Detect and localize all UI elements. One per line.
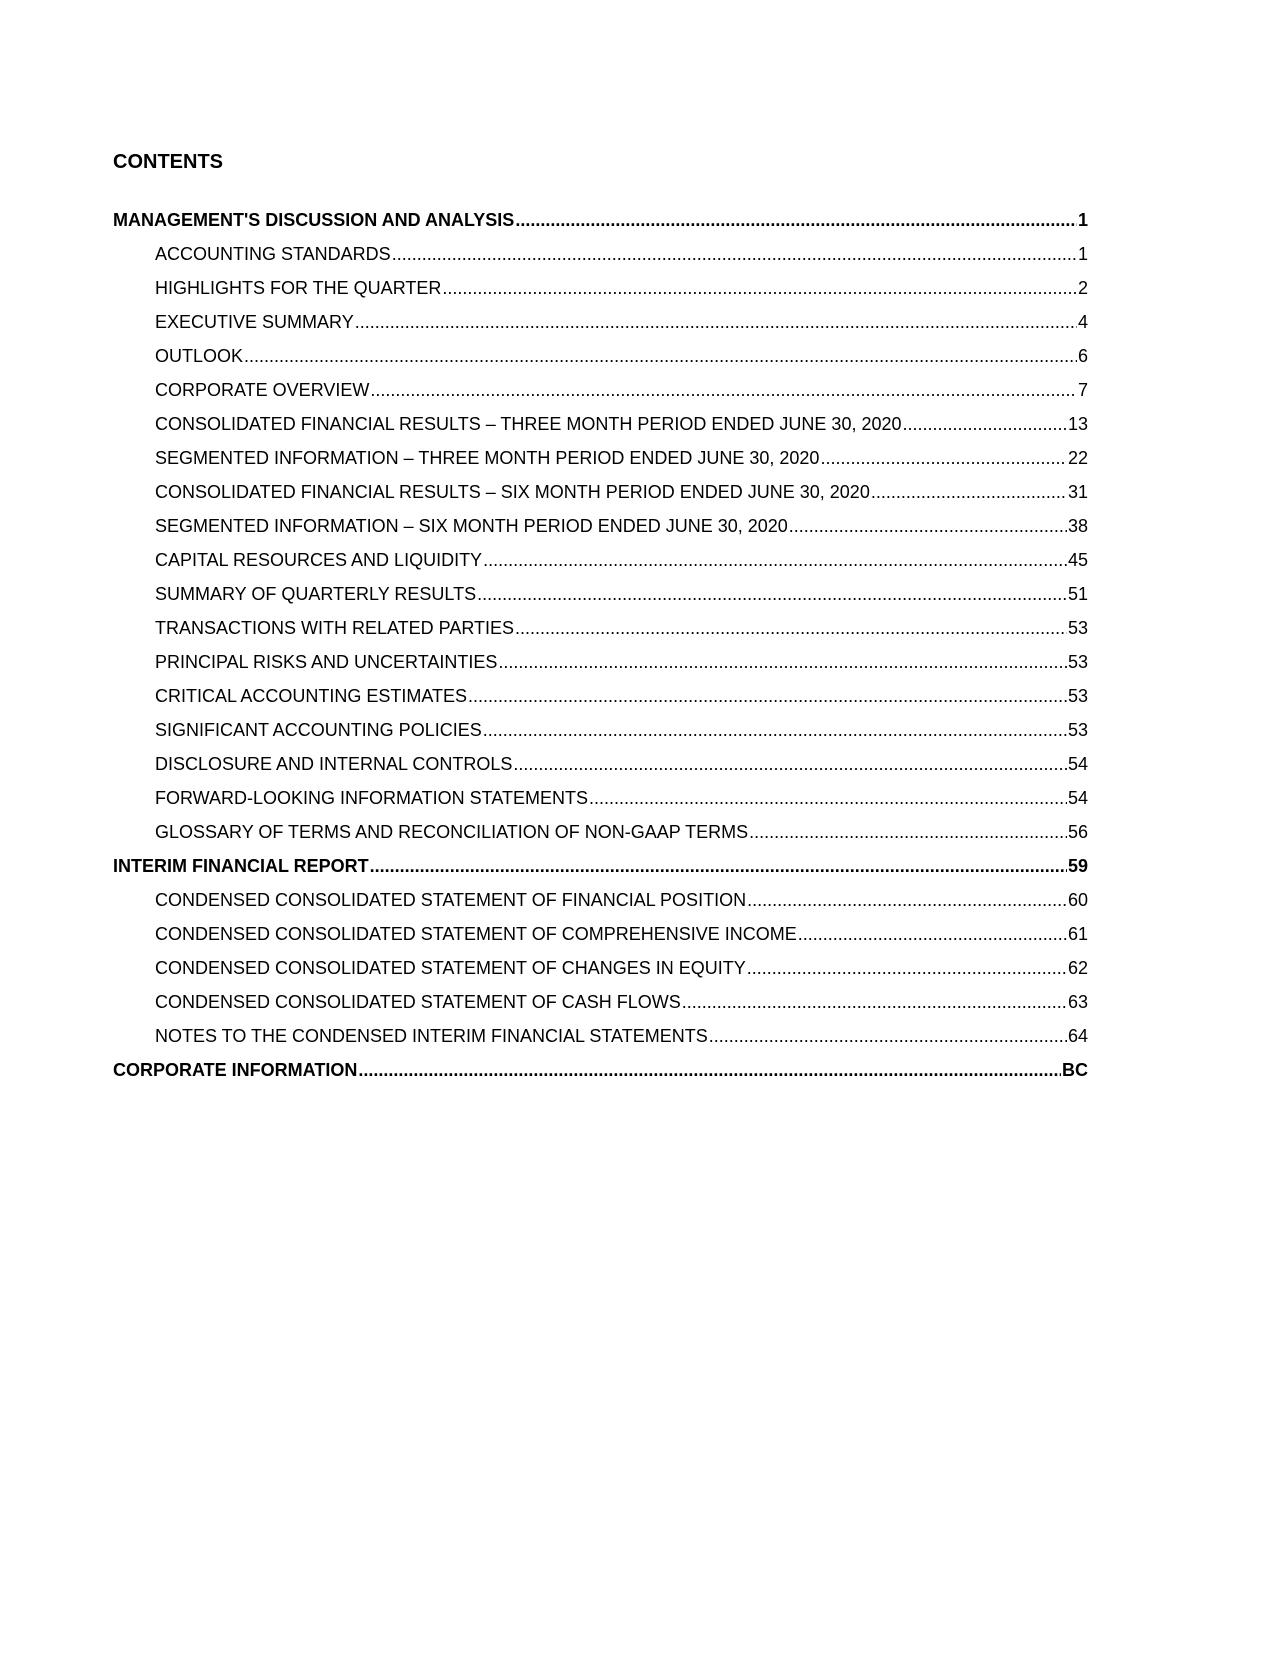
dot-leader [820, 446, 1067, 470]
dot-leader [513, 752, 1067, 776]
toc-subsection-entry[interactable] [113, 1024, 1088, 1058]
toc-entry-label: CAPITAL RESOURCES AND LIQUIDITY [155, 550, 483, 570]
toc-entry-page-number: 61 [1067, 924, 1088, 944]
toc-subsection-entry[interactable] [113, 378, 1088, 412]
dot-leader [370, 378, 1077, 402]
dot-leader [749, 820, 1067, 844]
toc-entry-label: MANAGEMENT'S DISCUSSION AND ANALYSIS [113, 210, 515, 230]
dot-leader [747, 956, 1067, 980]
toc-subsection-entry[interactable] [113, 888, 1088, 922]
toc-entry-label: CRITICAL ACCOUNTING ESTIMATES [155, 686, 468, 706]
dot-leader [798, 922, 1067, 946]
dot-leader [355, 310, 1077, 334]
toc-subsection-entry[interactable] [113, 310, 1088, 344]
toc-subsection-entry[interactable] [113, 786, 1088, 820]
toc-subsection-entry[interactable] [113, 446, 1088, 480]
dot-leader [789, 514, 1067, 538]
toc-entry-page-number: 59 [1067, 856, 1088, 876]
toc-entry-page-number: 45 [1067, 550, 1088, 570]
toc-entry-label: FORWARD-LOOKING INFORMATION STATEMENTS [155, 788, 589, 808]
toc-entry-label: CONSOLIDATED FINANCIAL RESULTS – SIX MONTH PERIOD ENDED JUNE 30, 2020 [155, 482, 870, 502]
toc-entry-page-number: 38 [1067, 516, 1088, 536]
toc-entry-label: CONDENSED CONSOLIDATED STATEMENT OF COMPREHENSIVE INCOME [155, 924, 797, 944]
dot-leader [498, 650, 1067, 674]
toc-section-entry[interactable] [113, 1058, 1088, 1092]
toc-entry-page-number: 54 [1067, 788, 1088, 808]
toc-entry-page-number: 64 [1067, 1026, 1088, 1046]
toc-entry-label: GLOSSARY OF TERMS AND RECONCILIATION OF NON-GAAP TERMS [155, 822, 749, 842]
dot-leader [244, 344, 1077, 368]
toc-entry-page-number: 56 [1067, 822, 1088, 842]
dot-leader [442, 276, 1077, 300]
toc-entry-page-number: 22 [1067, 448, 1088, 468]
toc-entry-page-number: 62 [1067, 958, 1088, 978]
toc-entry-label: CORPORATE INFORMATION [113, 1060, 358, 1080]
toc-entry-page-number: 53 [1067, 618, 1088, 638]
toc-section-entry[interactable] [113, 854, 1088, 888]
dot-leader [483, 548, 1067, 572]
dot-leader [483, 718, 1067, 742]
toc-entry-page-number: 2 [1077, 278, 1088, 298]
dot-leader [682, 990, 1067, 1014]
toc-subsection-entry[interactable] [113, 752, 1088, 786]
toc-entry-label: PRINCIPAL RISKS AND UNCERTAINTIES [155, 652, 498, 672]
toc-entry-page-number: 60 [1067, 890, 1088, 910]
toc-subsection-entry[interactable] [113, 616, 1088, 650]
toc-entry-page-number: 63 [1067, 992, 1088, 1012]
dot-leader [515, 616, 1067, 640]
toc-entry-label: SUMMARY OF QUARTERLY RESULTS [155, 584, 477, 604]
dot-leader [358, 1058, 1061, 1082]
toc-entry-label: ACCOUNTING STANDARDS [155, 244, 391, 264]
toc-subsection-entry[interactable] [113, 922, 1088, 956]
toc-subsection-entry[interactable] [113, 956, 1088, 990]
toc-subsection-entry[interactable] [113, 684, 1088, 718]
toc-subsection-entry[interactable] [113, 480, 1088, 514]
dot-leader [747, 888, 1067, 912]
table-of-contents [113, 208, 1088, 1092]
contents-title: CONTENTS [113, 151, 223, 173]
toc-entry-page-number: 51 [1067, 584, 1088, 604]
toc-subsection-entry[interactable] [113, 820, 1088, 854]
dot-leader [709, 1024, 1067, 1048]
toc-entry-label: HIGHLIGHTS FOR THE QUARTER [155, 278, 442, 298]
toc-entry-label: TRANSACTIONS WITH RELATED PARTIES [155, 618, 515, 638]
toc-subsection-entry[interactable] [113, 582, 1088, 616]
dot-leader [589, 786, 1067, 810]
toc-entry-page-number: 1 [1077, 210, 1088, 230]
toc-entry-page-number: BC [1062, 1060, 1088, 1080]
toc-entry-label: OUTLOOK [155, 346, 244, 366]
toc-subsection-entry[interactable] [113, 344, 1088, 378]
dot-leader [515, 208, 1077, 232]
toc-subsection-entry[interactable] [113, 718, 1088, 752]
toc-entry-label: SEGMENTED INFORMATION – THREE MONTH PERIOD ENDED JUNE 30, 2020 [155, 448, 820, 468]
toc-subsection-entry[interactable] [113, 276, 1088, 310]
dot-leader [477, 582, 1067, 606]
toc-entry-page-number: 7 [1077, 380, 1088, 400]
toc-entry-label: CONDENSED CONSOLIDATED STATEMENT OF CASH FLOWS [155, 992, 681, 1012]
toc-subsection-entry[interactable] [113, 990, 1088, 1024]
toc-entry-page-number: 53 [1067, 686, 1088, 706]
toc-entry-page-number: 54 [1067, 754, 1088, 774]
toc-entry-page-number: 6 [1077, 346, 1088, 366]
toc-entry-label: INTERIM FINANCIAL REPORT [113, 856, 369, 876]
toc-entry-page-number: 53 [1067, 652, 1088, 672]
dot-leader [871, 480, 1067, 504]
toc-entry-page-number: 53 [1067, 720, 1088, 740]
toc-entry-page-number: 31 [1067, 482, 1088, 502]
toc-subsection-entry[interactable] [113, 548, 1088, 582]
dot-leader [370, 854, 1067, 878]
toc-subsection-entry[interactable] [113, 650, 1088, 684]
dot-leader [468, 684, 1067, 708]
toc-entry-page-number: 1 [1077, 244, 1088, 264]
toc-subsection-entry[interactable] [113, 412, 1088, 446]
toc-entry-label: CONDENSED CONSOLIDATED STATEMENT OF CHANGES IN EQUITY [155, 958, 746, 978]
toc-subsection-entry[interactable] [113, 242, 1088, 276]
toc-subsection-entry[interactable] [113, 514, 1088, 548]
toc-entry-label: SEGMENTED INFORMATION – SIX MONTH PERIOD ENDED JUNE 30, 2020 [155, 516, 788, 536]
dot-leader [392, 242, 1077, 266]
toc-entry-label: NOTES TO THE CONDENSED INTERIM FINANCIAL STATEMENTS [155, 1026, 708, 1046]
toc-entry-label: DISCLOSURE AND INTERNAL CONTROLS [155, 754, 513, 774]
toc-entry-label: SIGNIFICANT ACCOUNTING POLICIES [155, 720, 482, 740]
toc-entry-page-number: 4 [1077, 312, 1088, 332]
toc-entry-label: CONSOLIDATED FINANCIAL RESULTS – THREE MONTH PERIOD ENDED JUNE 30, 2020 [155, 414, 902, 434]
toc-entry-label: EXECUTIVE SUMMARY [155, 312, 354, 332]
toc-entry-label: CONDENSED CONSOLIDATED STATEMENT OF FINANCIAL POSITION [155, 890, 747, 910]
toc-entry-label: CORPORATE OVERVIEW [155, 380, 370, 400]
toc-entry-page-number: 13 [1067, 414, 1088, 434]
toc-section-entry[interactable] [113, 208, 1088, 242]
dot-leader [903, 412, 1067, 436]
